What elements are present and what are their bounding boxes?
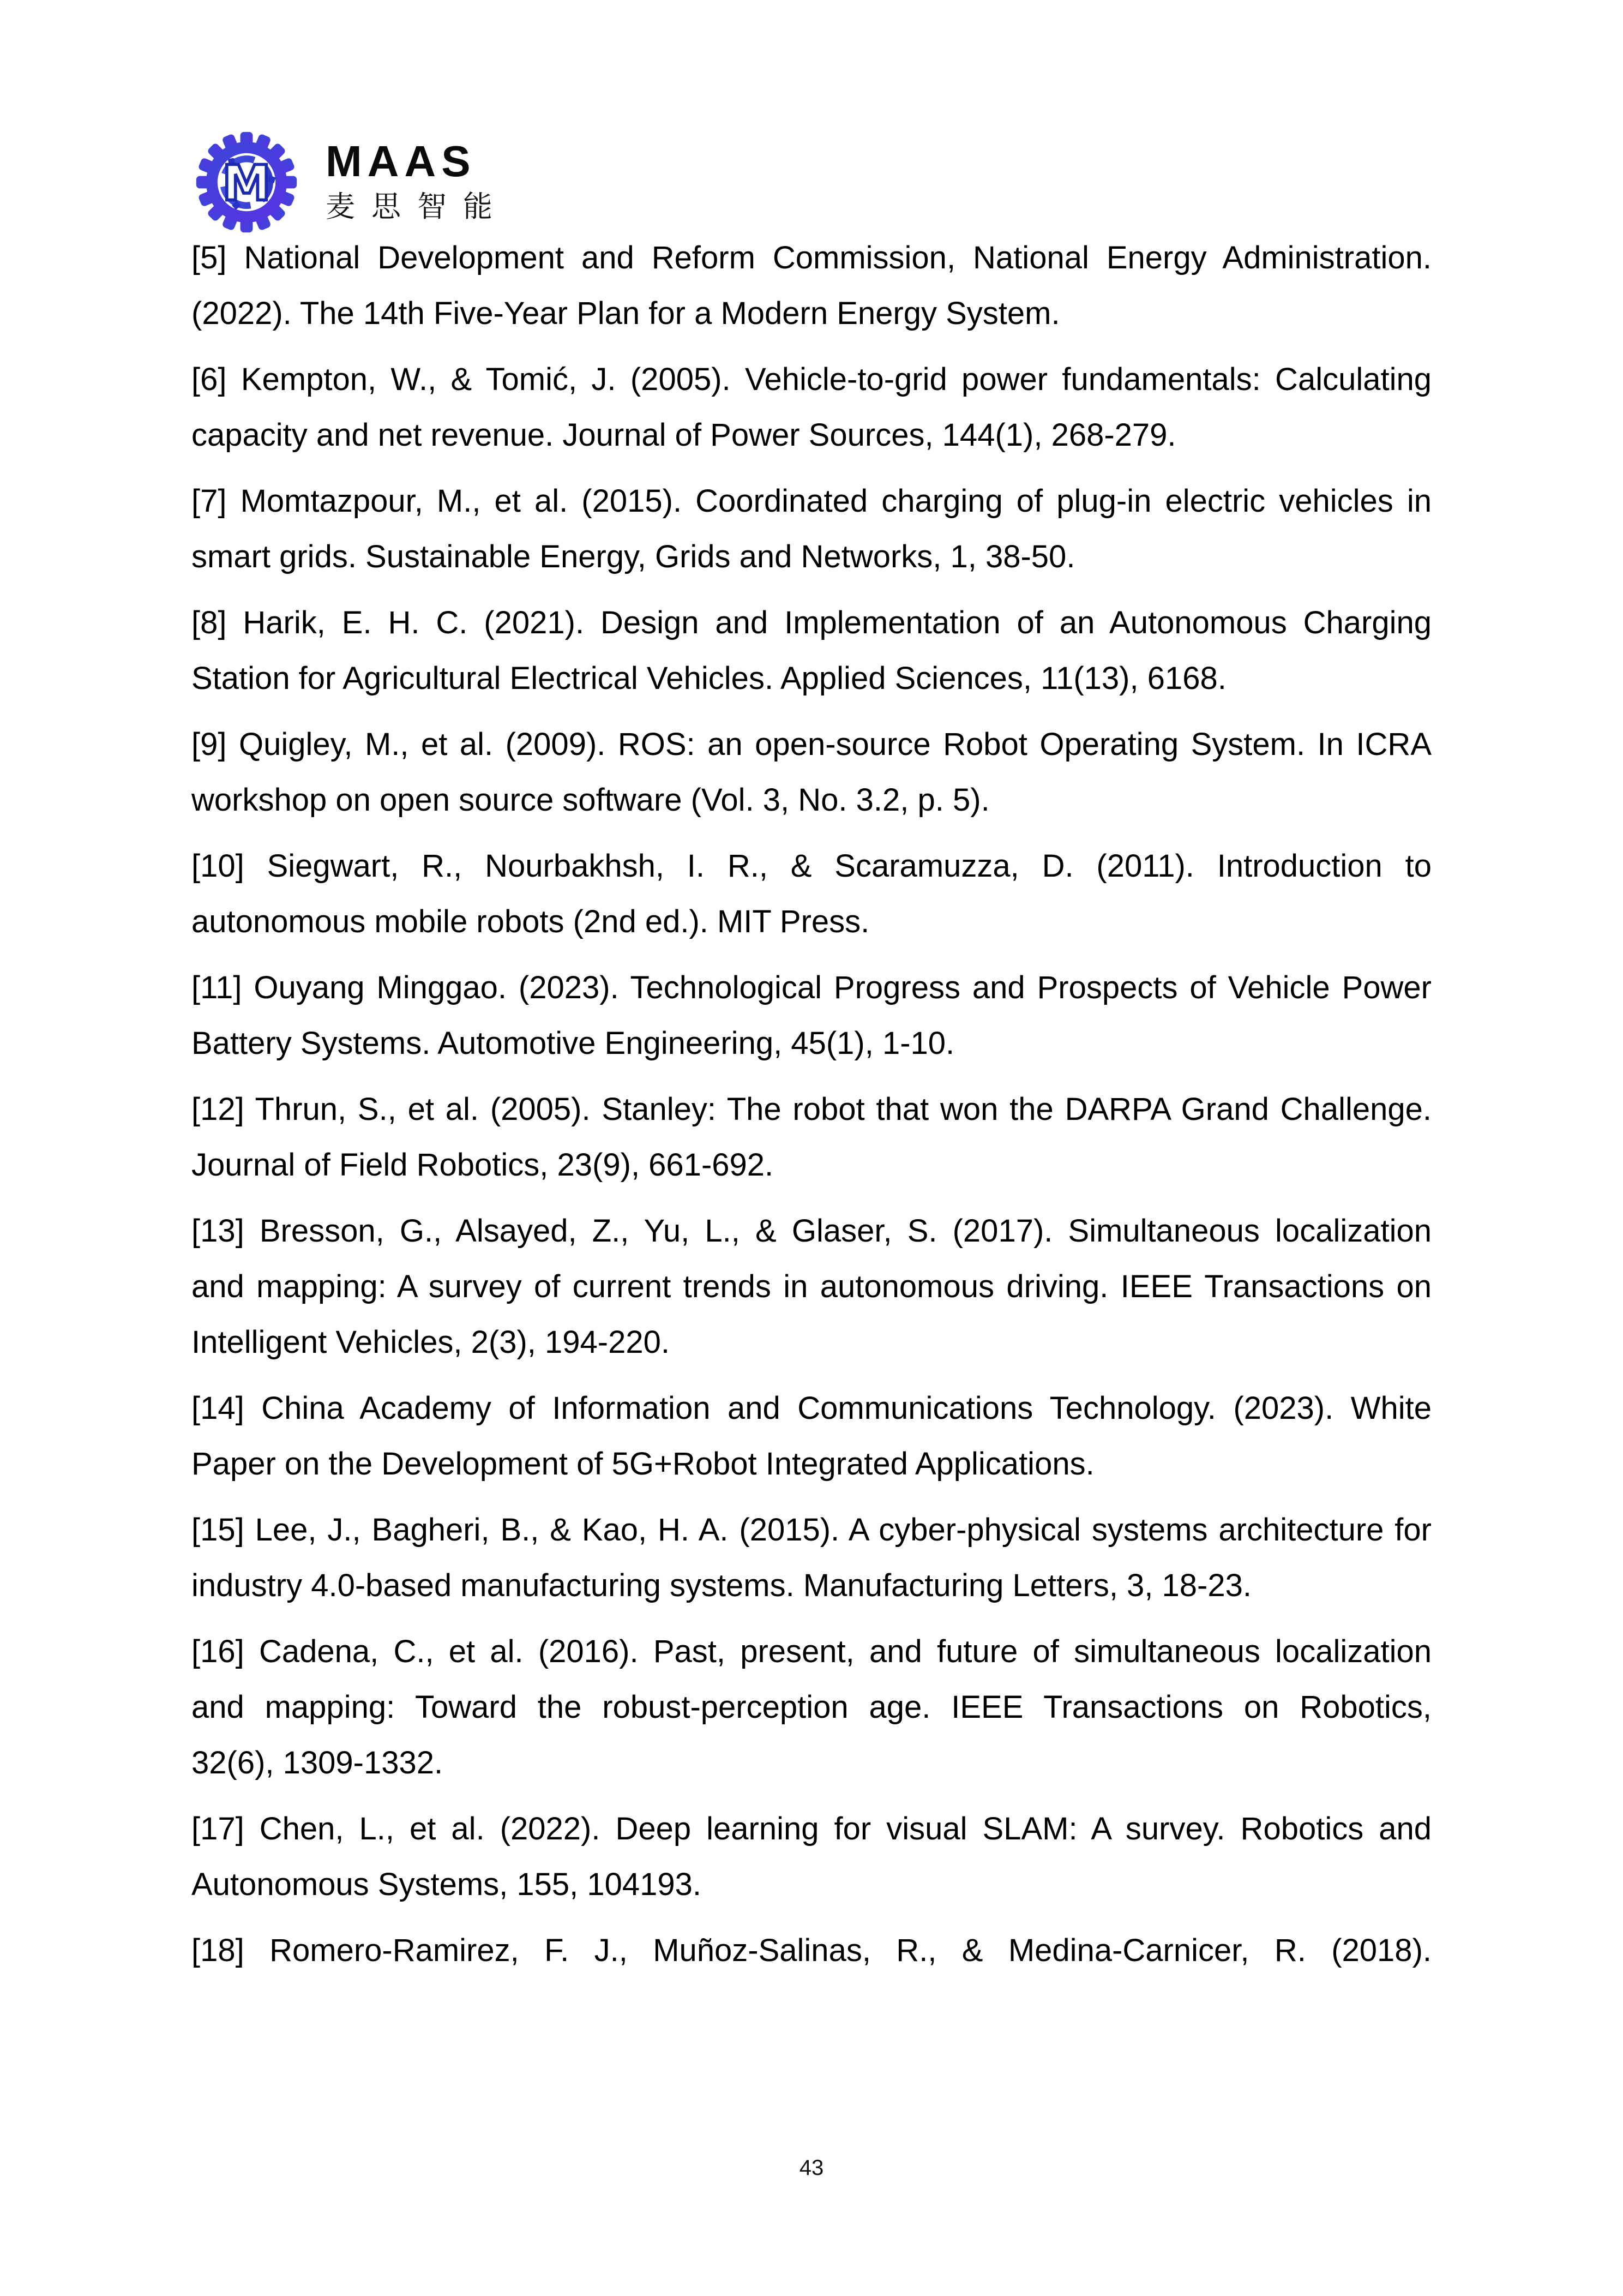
reference-line: [5] National Development and Reform Commission, National Energy Administration. [191, 240, 1432, 275]
brand-text-block [326, 130, 509, 221]
brand-name: MAAS [326, 137, 476, 185]
reference-line: Autonomous Systems, 155, 104193. [191, 1867, 702, 1902]
reference-line: [15] Lee, J., Bagheri, B., & Kao, H. A. (2015). A cyber-physical systems architecture for [191, 1512, 1432, 1548]
reference-line: [8] Harik, E. H. C. (2021). Design and Implementation of an Autonomous Charging [191, 605, 1432, 640]
reference-item [191, 473, 1432, 585]
maas-gear-icon [195, 130, 298, 235]
reference-item [191, 352, 1432, 463]
reference-line: [12] Thrun, S., et al. (2005). Stanley: The robot that won the DARPA Grand Challenge. [191, 1092, 1432, 1127]
reference-line: Intelligent Vehicles, 2(3), 194-220. [191, 1324, 670, 1360]
brand-name-chinese: 麦思智能 [326, 190, 509, 223]
reference-line: workshop on open source software (Vol. 3, No. 3.2, p. 5). [191, 782, 990, 818]
reference-line: [18] Romero-Ramirez, F. J., Muñoz-Salinas, R., & Medina-Carnicer, R. (2018). [191, 1933, 1432, 1968]
reference-line: industry 4.0-based manufacturing systems. Manufacturing Letters, 3, 18-23. [191, 1568, 1252, 1603]
reference-line: smart grids. Sustainable Energy, Grids and Networks, 1, 38-50. [191, 539, 1075, 574]
reference-item [191, 230, 1432, 341]
reference-line: [10] Siegwart, R., Nourbakhsh, I. R., & Scaramuzza, D. (2011). Introduction to [191, 848, 1432, 884]
reference-item [191, 1203, 1432, 1370]
reference-line: [11] Ouyang Minggao. (2023). Technological Progress and Prospects of Vehicle Power [191, 970, 1432, 1005]
reference-line: [9] Quigley, M., et al. (2009). ROS: an open-source Robot Operating System. In ICRA [191, 727, 1432, 762]
reference-line: [7] Momtazpour, M., et al. (2015). Coordinated charging of plug-in electric vehicles in [191, 483, 1432, 519]
reference-item [191, 1381, 1432, 1492]
reference-line: (2022). The 14th Five-Year Plan for a Modern Energy System. [191, 296, 1060, 331]
reference-line: [17] Chen, L., et al. (2022). Deep learning for visual SLAM: A survey. Robotics and [191, 1811, 1432, 1847]
reference-line: 32(6), 1309-1332. [191, 1745, 443, 1781]
reference-line: Station for Agricultural Electrical Vehicles. Applied Sciences, 11(13), 6168. [191, 661, 1227, 696]
reference-item [191, 960, 1432, 1071]
reference-item [191, 838, 1432, 950]
reference-item [191, 717, 1432, 828]
reference-line: and mapping: A survey of current trends in autonomous driving. IEEE Transactions on [191, 1269, 1432, 1304]
reference-line: [13] Bresson, G., Alsayed, Z., Yu, L., & Glaser, S. (2017). Simultaneous localization [191, 1213, 1432, 1249]
reference-item [191, 1502, 1432, 1614]
reference-item [191, 1923, 1432, 1979]
reference-line: autonomous mobile robots (2nd ed.). MIT Press. [191, 904, 870, 939]
reference-line: Battery Systems. Automotive Engineering, 45(1), 1-10. [191, 1026, 955, 1061]
reference-item [191, 1082, 1432, 1193]
maas-logo [195, 130, 509, 235]
reference-line: [14] China Academy of Information and Communications Technology. (2023). White [191, 1390, 1432, 1426]
reference-line: Journal of Field Robotics, 23(9), 661-692. [191, 1147, 774, 1183]
reference-item [191, 595, 1432, 706]
reference-line: capacity and net revenue. Journal of Power Sources, 144(1), 268-279. [191, 417, 1176, 453]
reference-line: [16] Cadena, C., et al. (2016). Past, present, and future of simultaneous localization [191, 1634, 1432, 1669]
reference-line: and mapping: Toward the robust-perception age. IEEE Transactions on Robotics, [191, 1689, 1432, 1725]
reference-list [191, 230, 1432, 1979]
reference-line: Paper on the Development of 5G+Robot Integrated Applications. [191, 1446, 1095, 1482]
reference-line: [6] Kempton, W., & Tomić, J. (2005). Vehicle-to-grid power fundamentals: Calculating [191, 362, 1432, 397]
gear-m-monogram: M [222, 155, 271, 212]
page-number: 43 [799, 2156, 824, 2180]
reference-item [191, 1624, 1432, 1791]
reference-item [191, 1801, 1432, 1913]
